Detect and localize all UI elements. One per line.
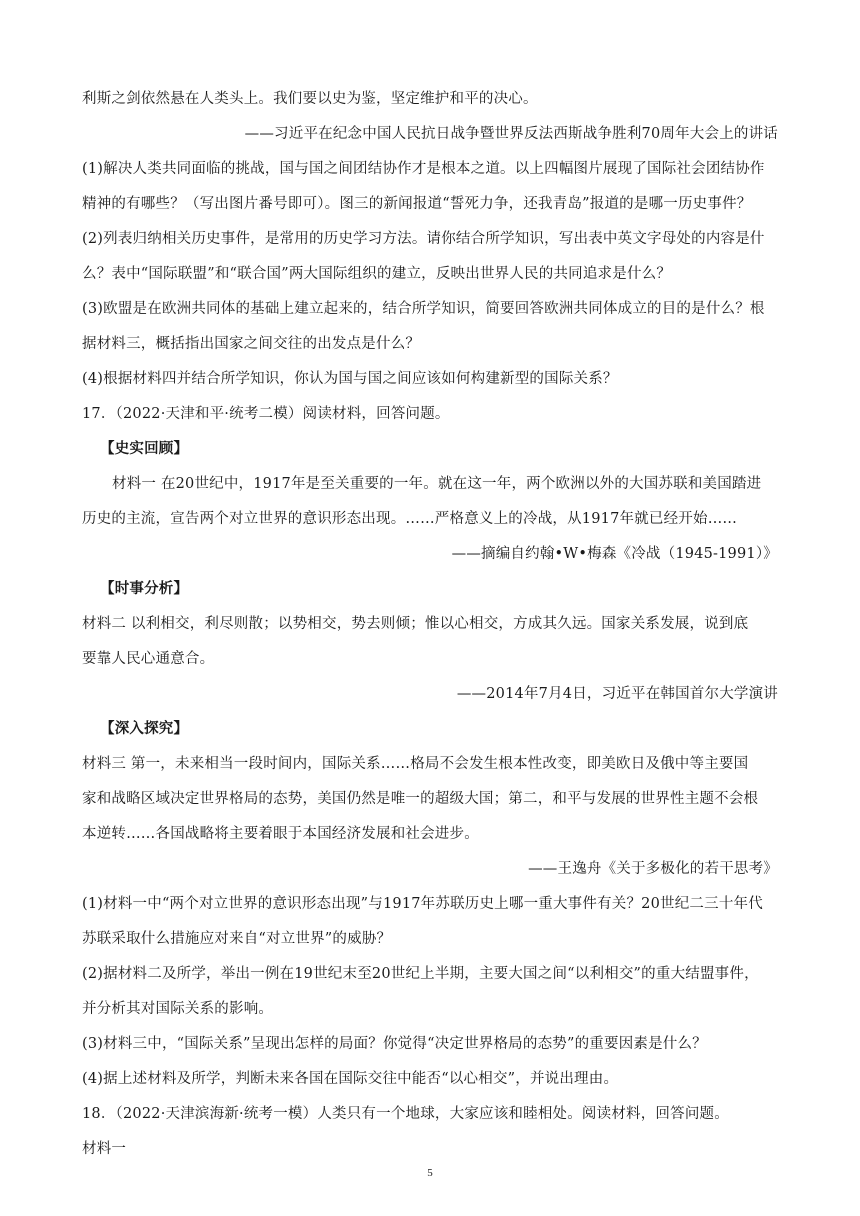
question-line: 么？表中“国际联盟”和“联合国”两大国际组织的建立，反映出世界人民的共同追求是什么？: [82, 266, 672, 282]
text-line: 利斯之剑依然悬在人类头上。我们要以史为鉴，坚定维护和平的决心。: [82, 91, 538, 107]
question-line: (3)材料三中，“国际关系”呈现出怎样的局面？你觉得“决定世界格局的态势”的重要因素是什么？: [82, 1036, 707, 1052]
material-line: 要靠人民心通意合。: [82, 651, 215, 667]
section-heading: 【时事分析】: [100, 580, 189, 597]
page-number: 5: [427, 1167, 433, 1179]
material-line: 家和战略区域决定世界格局的态势，美国仍然是唯一的超级大国；第二，和平与发展的世界性主题不会根: [82, 791, 759, 807]
material-line: 历史的主流，宣告两个对立世界的意识形态出现。……严格意义上的冷战，从1917年就已经开始……: [82, 511, 738, 527]
section-heading: 【史实回顾】: [100, 440, 189, 457]
question-line: (1)材料一中“两个对立世界的意识形态出现”与1917年苏联历史上哪一重大事件有关？20世纪二三十年代: [82, 896, 763, 912]
question-heading: 17．（2022·天津和平·统考二模）阅读材料，回答问题。: [82, 406, 450, 422]
question-line: 并分析其对国际关系的影响。: [82, 1001, 274, 1017]
question-line: 苏联采取什么措施应对来自“对立世界”的威胁？: [82, 931, 392, 947]
material-line: 材料三 第一，未来相当一段时间内，国际关系……格局不会发生根本性改变，即美欧日及俄中等主要国: [82, 756, 749, 772]
question-line: 精神的有哪些？（写出图片番号即可）。图三的新闻报道“誓死力争，还我青岛”报道的是哪一历史事件？: [82, 196, 752, 212]
question-line: (4)据上述材料及所学，判断未来各国在国际交往中能否“以心相交”，并说出理由。: [82, 1071, 619, 1087]
question-heading: 18．（2022·天津滨海新·统考一模）人类只有一个地球，大家应该和睦相处。阅读材料，回答问题。: [82, 1106, 729, 1122]
question-line: (3)欧盟是在欧洲共同体的基础上建立起来的，结合所学知识，简要回答欧洲共同体成立的目的是什么？根: [82, 301, 765, 317]
question-line: 据材料三，概括指出国家之间交往的出发点是什么？: [82, 336, 421, 352]
question-line: (1)解决人类共同面临的挑战，国与国之间团结协作才是根本之道。以上四幅图片展现了国际社会团结协作: [82, 161, 765, 177]
question-line: (4)根据材料四并结合所学知识，你认为国与国之间应该如何构建新型的国际关系？: [82, 371, 618, 387]
material-line: 材料二 以利相交，利尽则散；以势相交，势去则倾；惟以心相交，方成其久远。国家关系发展，说到底: [82, 616, 749, 632]
quote-attribution: ——习近平在纪念中国人民抗日战争暨世界反法西斯战争胜利70周年大会上的讲话: [244, 126, 778, 142]
question-line: (2)列表归纳相关历史事件，是常用的历史学习方法。请你结合所学知识，写出表中英文字母处的内容是什: [82, 231, 765, 247]
material-line: 材料一: [82, 1141, 127, 1157]
material-line: 本逆转……各国战略将主要着眼于本国经济发展和社会进步。: [82, 826, 479, 842]
question-line: (2)据材料二及所学，举出一例在19世纪末至20世纪上半期，主要大国之间“以利相交”的重大结盟事件，: [82, 966, 759, 982]
section-heading: 【深入探究】: [100, 720, 189, 737]
quote-attribution: ——摘编自约翰•W•梅森《冷战（1945-1991）》: [451, 546, 778, 562]
material-line: 材料一 在20世纪中，1917年是至关重要的一年。就在这一年，两个欧洲以外的大国苏联和美国踏进: [112, 476, 762, 492]
quote-attribution: ——2014年7月4日，习近平在韩国首尔大学演讲: [456, 686, 778, 702]
quote-attribution: ——王逸舟《关于多极化的若干思考》: [528, 861, 778, 877]
